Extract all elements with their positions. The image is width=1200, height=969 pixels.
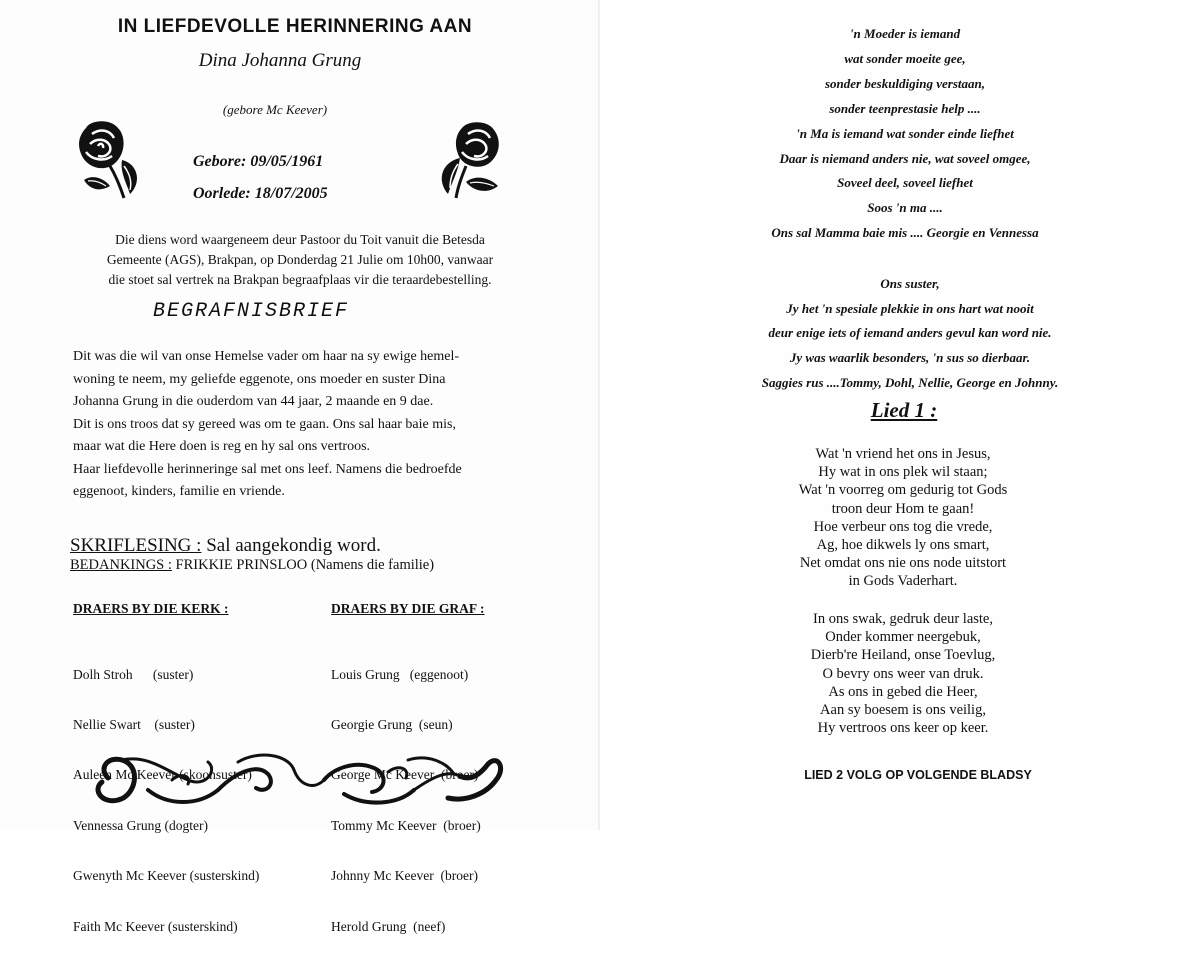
born-date: Gebore: 09/05/1961	[193, 153, 324, 170]
service-line: Gemeente (AGS), Brakpan, op Donderdag 21 Julie om 10h00, vanwaar	[106, 252, 494, 267]
header-title: IN LIEFDEVOLLE HERINNERING AAN	[117, 16, 473, 37]
poem-line: Ons sal Mamma baie mis .... Georgie en Vennessa	[771, 225, 1039, 241]
church-bearers-heading: DRAERS BY DIE KERK :	[73, 601, 229, 616]
poem-line: deur enige iets of iemand anders gevul kan word nie.	[768, 325, 1052, 341]
rose-icon-right	[432, 120, 508, 202]
poem-line: sonder teenprestasie help ....	[829, 100, 981, 116]
dates-block	[193, 146, 328, 210]
mother-poem	[600, 22, 1200, 246]
hymn-line: Hy vertroos ons keer op keer.	[817, 720, 989, 737]
poem-line: sonder beskuldiging verstaan,	[825, 75, 985, 91]
list-item: Dolh Stroh (suster)	[73, 666, 194, 682]
brief-line: Dit is ons troos dat sy gereed was om te gaan. Ons sal haar baie mis,	[73, 416, 456, 432]
scripture-reading	[70, 535, 381, 557]
hymn-line: Dierb're Heiland, onse Toevlug,	[810, 647, 996, 664]
hymn-line: As ons in gebed die Heer,	[828, 683, 978, 700]
list-item: Vennessa Grung (dogter)	[73, 817, 208, 833]
died-date: Oorlede: 18/07/2005	[193, 185, 328, 202]
brief-line: Johanna Grung in die ouderdom van 44 jaar, 2 maande en 9 dae.	[73, 394, 434, 409]
hymn-line: Onder kommer neergebuk,	[825, 629, 981, 646]
left-page	[0, 0, 600, 934]
hymn-verse-1	[600, 445, 1200, 591]
sister-poem	[600, 272, 1200, 396]
service-line: die stoet sal vertrek na Brakpan begraafplaas vir die teraardebestelling.	[108, 272, 492, 287]
thanks-line	[70, 557, 434, 574]
hymn-line: troon deur Hom te gaan!	[831, 500, 975, 517]
list-item: Faith Mc Keever (susterskind)	[73, 918, 238, 934]
brief-title: BEGRAFNISBRIEF	[153, 300, 350, 323]
brief-line: Haar liefdevolle herinneringe sal met ons leef. Namens die bedroefde	[73, 461, 462, 477]
hymn-line: O bevry ons weer van druk.	[822, 665, 984, 682]
list-item: Georgie Grung (seun)	[331, 716, 453, 732]
list-item: George Mc Keever (broer)	[331, 767, 479, 783]
scripture-label: SKRIFLESING :	[70, 535, 202, 556]
maiden-name: (gebore Mc Keever)	[222, 102, 328, 117]
hymn-line: Wat 'n voorreg om gedurig tot Gods	[798, 482, 1008, 499]
poem-line: Soveel deel, soveel liefhet	[837, 175, 973, 191]
rose-icon	[76, 120, 142, 202]
poem-line: Daar is niemand anders nie, wat soveel omgee,	[779, 150, 1031, 166]
list-item: Auleen Mc Keever (skoonsuster)	[73, 767, 252, 783]
brief-line: Dit was die wil van onse Hemelse vader om haar na sy ewige hemel-	[73, 349, 460, 364]
hymn-line: Hoe verbeur ons tog die vrede,	[813, 518, 993, 535]
thanks-label: BEDANKINGS :	[70, 557, 172, 573]
brief-line: maar wat die Here doen is reg en hy sal ons vertroos.	[73, 439, 371, 454]
brief-line: eggenoot, kinders, familie en vriende.	[73, 484, 285, 499]
scripture-value: Sal aangekondig word.	[206, 535, 381, 556]
hymn-line: Aan sy boesem is ons veilig,	[820, 702, 986, 719]
hymn-verse-2	[600, 610, 1200, 737]
brief-line: woning te neem, my geliefde eggenote, ons moeder en suster Dina	[73, 371, 446, 387]
poem-line: wat sonder moeite gee,	[844, 50, 966, 66]
poem-line: 'n Ma is iemand wat sonder einde liefhet	[796, 125, 1014, 141]
poem-line: Jy was waarlik besonders, 'n sus so dierbaar.	[789, 350, 1031, 366]
poem-line: 'n Moeder is iemand	[849, 26, 961, 41]
deceased-name: Dina Johanna Grung	[198, 50, 362, 71]
grave-bearers-heading: DRAERS BY DIE GRAF :	[331, 601, 485, 616]
poem-line: Saggies rus ....Tommy, Dohl, Nellie, George en Johnny.	[761, 374, 1059, 390]
poem-line: Soos 'n ma ....	[867, 200, 943, 216]
hymn-title: Lied 1 :	[870, 398, 938, 422]
list-item: Tommy Mc Keever (broer)	[331, 817, 481, 833]
list-item: Nellie Swart (suster)	[73, 716, 195, 732]
poem-line: Ons suster,	[880, 276, 940, 291]
next-page-note: LIED 2 VOLG OP VOLGENDE BLADSY	[804, 768, 1032, 782]
list-item: Herold Grung (neef)	[331, 918, 446, 934]
brief-text	[73, 346, 543, 504]
hymn-line: Wat 'n vriend het ons in Jesus,	[815, 446, 991, 462]
hymn-line: in Gods Vaderhart.	[848, 573, 958, 590]
list-item: Johnny Mc Keever (broer)	[331, 868, 478, 884]
service-line: Die diens word waargeneem deur Pastoor du Toit vanuit die Betesda	[115, 232, 485, 247]
scroll-ornament-icon	[88, 750, 508, 812]
hymn-line: In ons swak, gedruk deur laste,	[813, 611, 993, 627]
list-item: Louis Grung (eggenoot)	[331, 666, 469, 682]
poem-line: Jy het 'n spesiale plekkie in ons hart wat nooit	[786, 300, 1034, 316]
service-text	[60, 230, 540, 290]
hymn-line: Ag, hoe dikwels ly ons smart,	[816, 537, 990, 554]
hymn-line: Net omdat ons nie ons node uitstort	[799, 555, 1007, 572]
hymn-line: Hy wat in ons plek wil staan;	[818, 464, 988, 481]
right-page	[600, 0, 1200, 830]
thanks-value: FRIKKIE PRINSLOO (Namens die familie)	[175, 557, 435, 573]
list-item: Gwenyth Mc Keever (susterskind)	[73, 868, 260, 884]
